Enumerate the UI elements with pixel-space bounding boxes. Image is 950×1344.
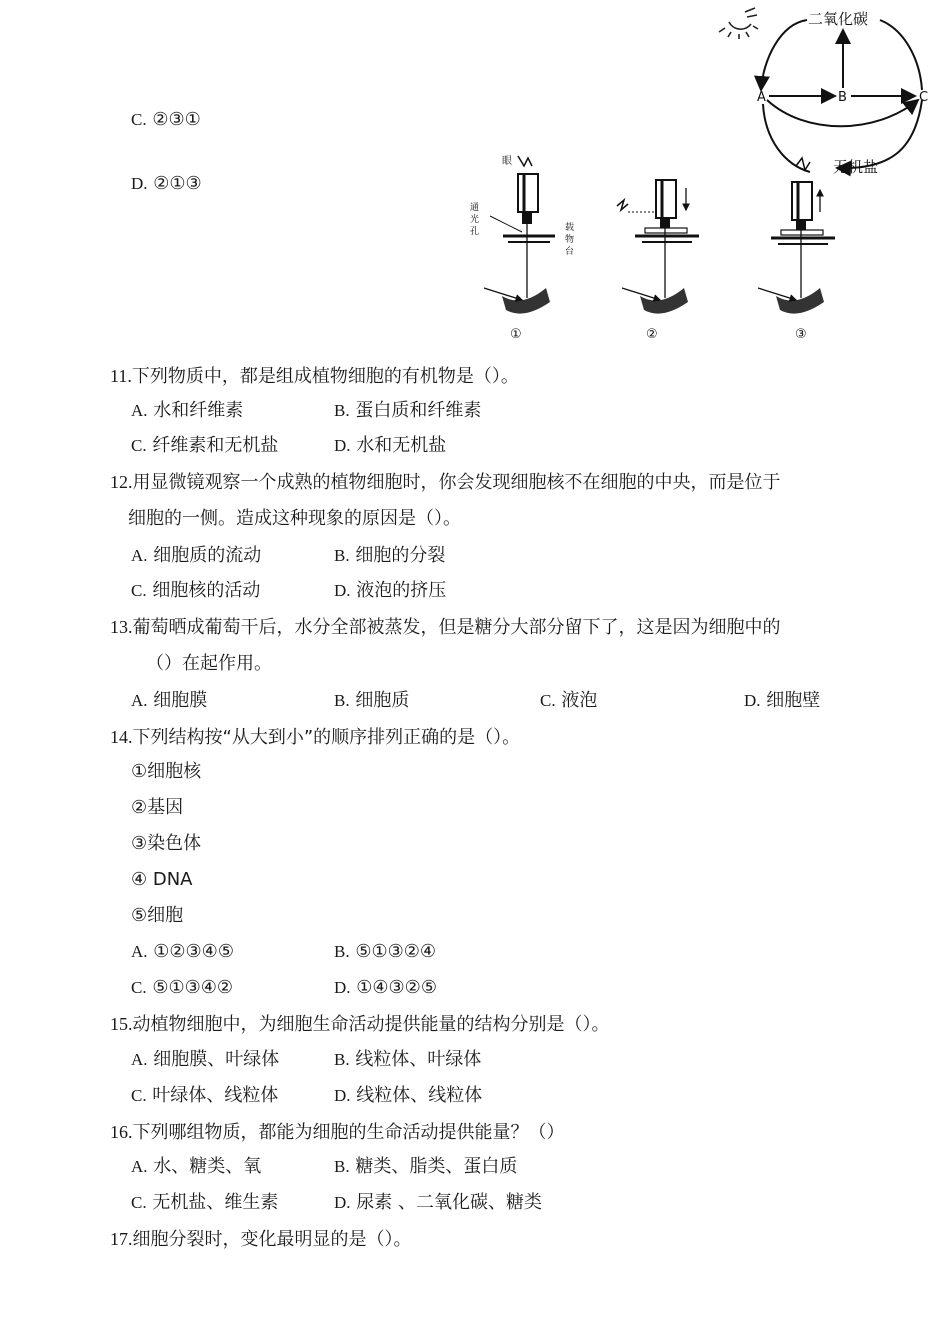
mineral-label: 无机盐 (833, 158, 879, 176)
q12-option-d: D. 液泡的挤压 (334, 580, 447, 601)
q13-option-a: A. 细胞膜 (131, 690, 208, 711)
q13-option-d: D. 细胞壁 (744, 690, 821, 711)
caption-3: ③ (795, 327, 807, 342)
svg-text:光: 光 (470, 215, 480, 225)
q16-option-b: B. 糖类、脂类、蛋白质 (334, 1156, 518, 1177)
question-12-stem-cont: 细胞的一侧。造成这种现象的原因是（）。 (128, 508, 461, 529)
q14-item-2: ②基因 (131, 797, 184, 818)
question-13-stem-cont: （）在起作用。 (146, 653, 272, 674)
eye-icon (796, 158, 810, 170)
option-c-prev: C. ②③① (131, 109, 201, 130)
q15-option-d: D. 线粒体、线粒体 (334, 1085, 483, 1106)
node-b: B (838, 90, 847, 105)
q14-item-4: ④ DNA (131, 869, 193, 890)
sun-icon (719, 8, 758, 39)
question-16-stem: 16.下列哪组物质，都能为细胞的生命活动提供能量？（） (110, 1122, 565, 1143)
q14-option-a: A. ①②③④⑤ (131, 941, 234, 962)
svg-text:孔: 孔 (470, 227, 480, 237)
q12-option-b: B. 细胞的分裂 (334, 545, 446, 566)
q11-option-b: B. 蛋白质和纤维素 (334, 400, 482, 421)
q14-item-1: ①细胞核 (131, 761, 202, 782)
caption-2: ② (646, 327, 658, 342)
q16-option-a: A. 水、糖类、氧 (131, 1156, 262, 1177)
node-c: C (919, 90, 929, 105)
q12-option-c: C. 细胞核的活动 (131, 580, 261, 601)
microscope-fig-2 (617, 180, 699, 342)
q12-option-a: A. 细胞质的流动 (131, 545, 262, 566)
question-17-stem: 17.细胞分裂时，变化最明显的是（）。 (110, 1229, 412, 1250)
q14-option-d: D. ①④③②⑤ (334, 977, 437, 998)
q15-option-c: C. 叶绿体、线粒体 (131, 1085, 279, 1106)
q13-option-c: C. 液泡 (540, 690, 598, 711)
q14-option-b: B. ⑤①③②④ (334, 941, 437, 962)
q14-item-3: ③染色体 (131, 833, 202, 854)
microscope-fig-3 (758, 158, 835, 342)
svg-text:物: 物 (565, 235, 575, 245)
question-12-stem: 12.用显微镜观察一个成熟的植物细胞时，你会发现细胞核不在细胞的中央，而是位于 (110, 472, 781, 493)
caption-1: ① (510, 327, 522, 342)
co2-label: 二氧化碳 (808, 10, 869, 28)
eye-icon (617, 200, 628, 210)
question-15-stem: 15.动植物细胞中，为细胞生命活动提供能量的结构分别是（）。 (110, 1014, 610, 1035)
node-a: A (757, 90, 766, 105)
question-13-stem: 13.葡萄晒成葡萄干后，水分全部被蒸发，但是糖分大部分留下了，这是因为细胞中的 (110, 617, 781, 638)
microscope-figures (462, 148, 852, 348)
q11-option-d: D. 水和无机盐 (334, 435, 447, 456)
q16-option-d: D. 尿素 、二氧化碳、糖类 (334, 1192, 542, 1213)
q13-option-b: B. 细胞质 (334, 690, 410, 711)
microscope-fig-1 (470, 155, 574, 342)
eye-icon (518, 156, 532, 166)
option-d-prev: D. ②①③ (131, 173, 202, 194)
question-14-stem: 14.下列结构按“从大到小”的顺序排列正确的是（）。 (110, 727, 521, 748)
q15-option-a: A. 细胞膜、叶绿体 (131, 1049, 280, 1070)
q11-option-a: A. 水和纤维素 (131, 400, 244, 421)
q11-option-c: C. 纤维素和无机盐 (131, 435, 279, 456)
svg-text:通: 通 (470, 203, 480, 213)
question-11-stem: 11.下列物质中，都是组成植物细胞的有机物是（）。 (110, 366, 519, 387)
q15-option-b: B. 线粒体、叶绿体 (334, 1049, 482, 1070)
eye-label: 眼 (502, 156, 512, 167)
svg-text:载: 载 (565, 223, 575, 233)
svg-text:台: 台 (565, 247, 575, 257)
q14-item-5: ⑤细胞 (131, 905, 184, 926)
q16-option-c: C. 无机盐、维生素 (131, 1192, 279, 1213)
q14-option-c: C. ⑤①③④② (131, 977, 234, 998)
